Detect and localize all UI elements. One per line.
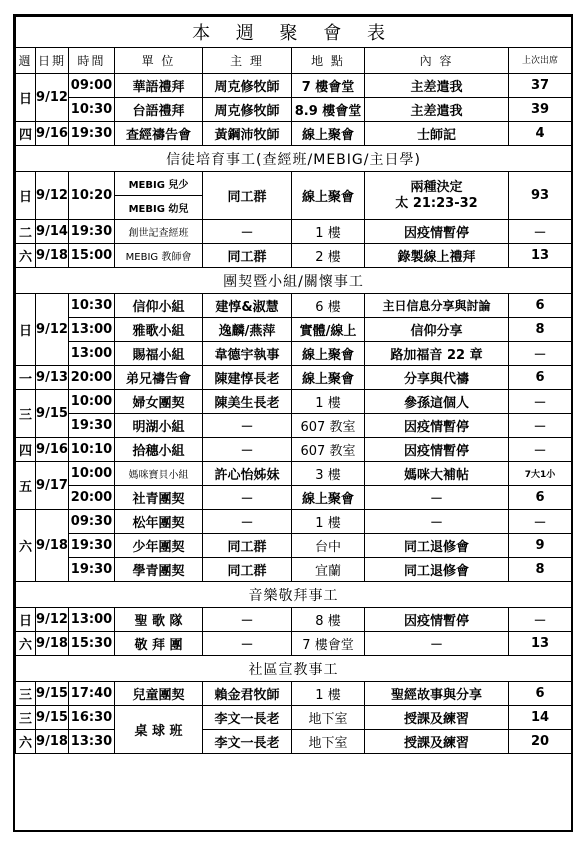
- cell-time: 09:00: [69, 74, 115, 98]
- section-title-fellowship: 團契暨小組/關懷事工: [16, 268, 572, 294]
- cell-content: 同工退修會: [365, 534, 509, 558]
- cell-place: 1 樓: [292, 682, 365, 706]
- cell-unit: 桌 球 班: [115, 706, 203, 754]
- cell-attend: 14: [509, 706, 572, 730]
- cell-host: 逸麟/燕萍: [203, 318, 292, 342]
- cell-date: 9/16: [36, 122, 69, 146]
- table-row: [16, 534, 572, 558]
- cell-unit: 拾穗小組: [115, 438, 203, 462]
- cell-attend: 13: [509, 632, 572, 656]
- cell-unit: MEBIG 幼兒: [115, 196, 203, 220]
- table-row: [16, 122, 572, 146]
- content-line-2: 太 21:23-32: [395, 195, 478, 211]
- col-attend: 上次出席: [509, 48, 572, 74]
- cell-date: 9/18: [36, 244, 69, 268]
- cell-time: 10:30: [69, 98, 115, 122]
- cell-date: 9/18: [36, 730, 69, 754]
- section-title-mission: 社區宣教事工: [16, 656, 572, 682]
- cell-attend: －: [509, 510, 572, 534]
- cell-unit: 賜福小組: [115, 342, 203, 366]
- cell-time: 19:30: [69, 534, 115, 558]
- table-row: [16, 486, 572, 510]
- cell-place: 線上聚會: [292, 172, 365, 220]
- cell-attend: －: [509, 438, 572, 462]
- table-row: [16, 706, 572, 730]
- cell-time: 20:00: [69, 366, 115, 390]
- cell-date: 9/15: [36, 682, 69, 706]
- cell-content: 授課及練習: [365, 706, 509, 730]
- cell-host: 李文一長老: [203, 706, 292, 730]
- cell-place: 線上聚會: [292, 486, 365, 510]
- cell-attend: －: [509, 414, 572, 438]
- cell-host: 同工群: [203, 244, 292, 268]
- cell-unit: 弟兄禱告會: [115, 366, 203, 390]
- cell-content: 因疫情暫停: [365, 220, 509, 244]
- cell-content: 主差遣我: [365, 98, 509, 122]
- cell-date: 9/16: [36, 438, 69, 462]
- cell-host: 許心怡姊妹: [203, 462, 292, 486]
- cell-day: 三: [16, 682, 36, 706]
- cell-host: －: [203, 414, 292, 438]
- cell-host: －: [203, 510, 292, 534]
- cell-attend: 8: [509, 318, 572, 342]
- col-place: 地 點: [292, 48, 365, 74]
- cell-host: 韋德宇執事: [203, 342, 292, 366]
- col-content: 內 容: [365, 48, 509, 74]
- cell-host: 建惇&淑慧: [203, 294, 292, 318]
- table-row: [16, 366, 572, 390]
- cell-content: －: [365, 486, 509, 510]
- cell-content: 因疫情暫停: [365, 608, 509, 632]
- cell-attend: 93: [509, 172, 572, 220]
- cell-unit: 社青團契: [115, 486, 203, 510]
- table-row: [16, 74, 572, 98]
- cell-content: 錄製線上禮拜: [365, 244, 509, 268]
- cell-place: 線上聚會: [292, 342, 365, 366]
- page-title: 本 週 聚 會 表: [16, 17, 572, 48]
- section-title-education: 信徒培育事工(查經班/MEBIG/主日學): [16, 146, 572, 172]
- cell-date: 9/17: [36, 462, 69, 510]
- cell-time: 15:00: [69, 244, 115, 268]
- cell-time: 17:40: [69, 682, 115, 706]
- cell-place: 607 教室: [292, 438, 365, 462]
- cell-unit: 學青團契: [115, 558, 203, 582]
- table-row: [16, 438, 572, 462]
- cell-time: 10:00: [69, 462, 115, 486]
- cell-content: 分享與代禱: [365, 366, 509, 390]
- table-row: [16, 98, 572, 122]
- cell-day: 日: [16, 608, 36, 632]
- cell-time: 15:30: [69, 632, 115, 656]
- cell-date: 9/12: [36, 74, 69, 122]
- table-row: [16, 462, 572, 486]
- table-row: [16, 608, 572, 632]
- cell-place: 台中: [292, 534, 365, 558]
- cell-place: 7 樓會堂: [292, 74, 365, 98]
- content-line-1: 兩種決定: [410, 179, 463, 195]
- cell-host: －: [203, 220, 292, 244]
- cell-content: [365, 172, 509, 220]
- cell-day: 日: [16, 294, 36, 366]
- cell-attend: 20: [509, 730, 572, 754]
- table-row: [16, 682, 572, 706]
- cell-unit: 查經禱告會: [115, 122, 203, 146]
- cell-unit: 聖 歌 隊: [115, 608, 203, 632]
- cell-day: 四: [16, 438, 36, 462]
- cell-day: 五: [16, 462, 36, 510]
- schedule-table: [15, 16, 572, 754]
- cell-unit: 明湖小組: [115, 414, 203, 438]
- cell-content: 士師記: [365, 122, 509, 146]
- table-row: [16, 510, 572, 534]
- cell-day: 六: [16, 510, 36, 582]
- cell-date: 9/12: [36, 172, 69, 220]
- table-row: [16, 390, 572, 414]
- cell-place: 線上聚會: [292, 366, 365, 390]
- cell-unit: 雅歌小組: [115, 318, 203, 342]
- cell-day: 四: [16, 122, 36, 146]
- cell-host: －: [203, 486, 292, 510]
- cell-attend: －: [509, 220, 572, 244]
- cell-attend: 4: [509, 122, 572, 146]
- cell-date: 9/12: [36, 608, 69, 632]
- cell-content: 參孫這個人: [365, 390, 509, 414]
- cell-attend: 6: [509, 682, 572, 706]
- cell-place: 8.9 樓會堂: [292, 98, 365, 122]
- col-host: 主 理: [203, 48, 292, 74]
- col-unit: 單 位: [115, 48, 203, 74]
- cell-unit: 松年團契: [115, 510, 203, 534]
- cell-place: 地下室: [292, 730, 365, 754]
- cell-content: 媽咪大補帖: [365, 462, 509, 486]
- header-row: [16, 48, 572, 74]
- cell-time: 10:10: [69, 438, 115, 462]
- cell-content: 主日信息分享與討論: [365, 294, 509, 318]
- cell-attend: 37: [509, 74, 572, 98]
- table-row: [16, 730, 572, 754]
- cell-unit: MEBIG 教師會: [115, 244, 203, 268]
- cell-time: 19:30: [69, 558, 115, 582]
- cell-time: 16:30: [69, 706, 115, 730]
- cell-date: 9/15: [36, 706, 69, 730]
- cell-attend: －: [509, 390, 572, 414]
- cell-attend: －: [509, 342, 572, 366]
- cell-unit: 敬 拜 團: [115, 632, 203, 656]
- table-row: [16, 632, 572, 656]
- cell-place: 1 樓: [292, 510, 365, 534]
- cell-host: 黃鋼沛牧師: [203, 122, 292, 146]
- cell-date: 9/12: [36, 294, 69, 366]
- cell-unit: 華語禮拜: [115, 74, 203, 98]
- table-row: [16, 414, 572, 438]
- cell-host: 賴金君牧師: [203, 682, 292, 706]
- cell-attend: 8: [509, 558, 572, 582]
- cell-content: 授課及練習: [365, 730, 509, 754]
- cell-attend: 6: [509, 366, 572, 390]
- cell-place: 2 樓: [292, 244, 365, 268]
- cell-unit: 台語禮拜: [115, 98, 203, 122]
- table-row: [16, 220, 572, 244]
- cell-attend: 13: [509, 244, 572, 268]
- cell-place: 宜蘭: [292, 558, 365, 582]
- cell-unit: 婦女團契: [115, 390, 203, 414]
- cell-day: 六: [16, 244, 36, 268]
- cell-host: 李文一長老: [203, 730, 292, 754]
- cell-host: －: [203, 608, 292, 632]
- cell-day: 一: [16, 366, 36, 390]
- cell-attend: 6: [509, 294, 572, 318]
- cell-content: 因疫情暫停: [365, 414, 509, 438]
- cell-date: 9/14: [36, 220, 69, 244]
- cell-place: 實體/線上: [292, 318, 365, 342]
- table-row: [16, 172, 572, 196]
- cell-time: 19:30: [69, 122, 115, 146]
- cell-host: 陳美生長老: [203, 390, 292, 414]
- cell-time: 10:00: [69, 390, 115, 414]
- cell-time: 13:30: [69, 730, 115, 754]
- table-row: [16, 244, 572, 268]
- cell-attend: 39: [509, 98, 572, 122]
- cell-day: 三: [16, 706, 36, 730]
- cell-content: －: [365, 632, 509, 656]
- cell-time: 20:00: [69, 486, 115, 510]
- table-row: [16, 558, 572, 582]
- cell-date: 9/15: [36, 390, 69, 438]
- table-row: [16, 342, 572, 366]
- cell-content: －: [365, 510, 509, 534]
- cell-place: 6 樓: [292, 294, 365, 318]
- cell-content: 聖經故事與分享: [365, 682, 509, 706]
- col-time: 時間: [69, 48, 115, 74]
- cell-day: 六: [16, 730, 36, 754]
- cell-host: －: [203, 632, 292, 656]
- cell-time: 13:00: [69, 342, 115, 366]
- cell-unit: 媽咪寶貝小組: [115, 462, 203, 486]
- cell-host: 同工群: [203, 558, 292, 582]
- cell-host: 同工群: [203, 172, 292, 220]
- cell-place: 地下室: [292, 706, 365, 730]
- cell-date: 9/13: [36, 366, 69, 390]
- cell-attend: －: [509, 608, 572, 632]
- cell-day: 日: [16, 172, 36, 220]
- meeting-schedule: [13, 14, 573, 832]
- cell-place: 607 教室: [292, 414, 365, 438]
- cell-attend: 6: [509, 486, 572, 510]
- col-day: 週: [16, 48, 36, 74]
- table-row: [16, 318, 572, 342]
- section-title-music: 音樂敬拜事工: [16, 582, 572, 608]
- cell-day: 二: [16, 220, 36, 244]
- cell-time: 10:20: [69, 172, 115, 220]
- cell-host: 陳建惇長老: [203, 366, 292, 390]
- cell-date: 9/18: [36, 510, 69, 582]
- cell-unit: MEBIG 兒少: [115, 172, 203, 196]
- cell-attend: 9: [509, 534, 572, 558]
- col-date: 日期: [36, 48, 69, 74]
- cell-unit: 信仰小組: [115, 294, 203, 318]
- cell-date: 9/18: [36, 632, 69, 656]
- cell-content: 主差遣我: [365, 74, 509, 98]
- cell-place: 線上聚會: [292, 122, 365, 146]
- cell-time: 10:30: [69, 294, 115, 318]
- cell-place: 3 樓: [292, 462, 365, 486]
- cell-time: 13:00: [69, 608, 115, 632]
- cell-unit: 兒童團契: [115, 682, 203, 706]
- cell-host: －: [203, 438, 292, 462]
- cell-time: 09:30: [69, 510, 115, 534]
- cell-content: 因疫情暫停: [365, 438, 509, 462]
- cell-attend: 7大1小: [509, 462, 572, 486]
- cell-unit: 創世記查經班: [115, 220, 203, 244]
- cell-place: 8 樓: [292, 608, 365, 632]
- cell-time: 19:30: [69, 414, 115, 438]
- cell-time: 19:30: [69, 220, 115, 244]
- cell-place: 1 樓: [292, 390, 365, 414]
- cell-host: 同工群: [203, 534, 292, 558]
- cell-day: 六: [16, 632, 36, 656]
- cell-day: 日: [16, 74, 36, 122]
- cell-host: 周克修牧師: [203, 74, 292, 98]
- table-row: [16, 294, 572, 318]
- cell-place: 7 樓會堂: [292, 632, 365, 656]
- cell-time: 13:00: [69, 318, 115, 342]
- cell-host: 周克修牧師: [203, 98, 292, 122]
- cell-content: 路加福音 22 章: [365, 342, 509, 366]
- cell-day: 三: [16, 390, 36, 438]
- cell-place: 1 樓: [292, 220, 365, 244]
- cell-content: 同工退修會: [365, 558, 509, 582]
- cell-content: 信仰分享: [365, 318, 509, 342]
- cell-unit: 少年團契: [115, 534, 203, 558]
